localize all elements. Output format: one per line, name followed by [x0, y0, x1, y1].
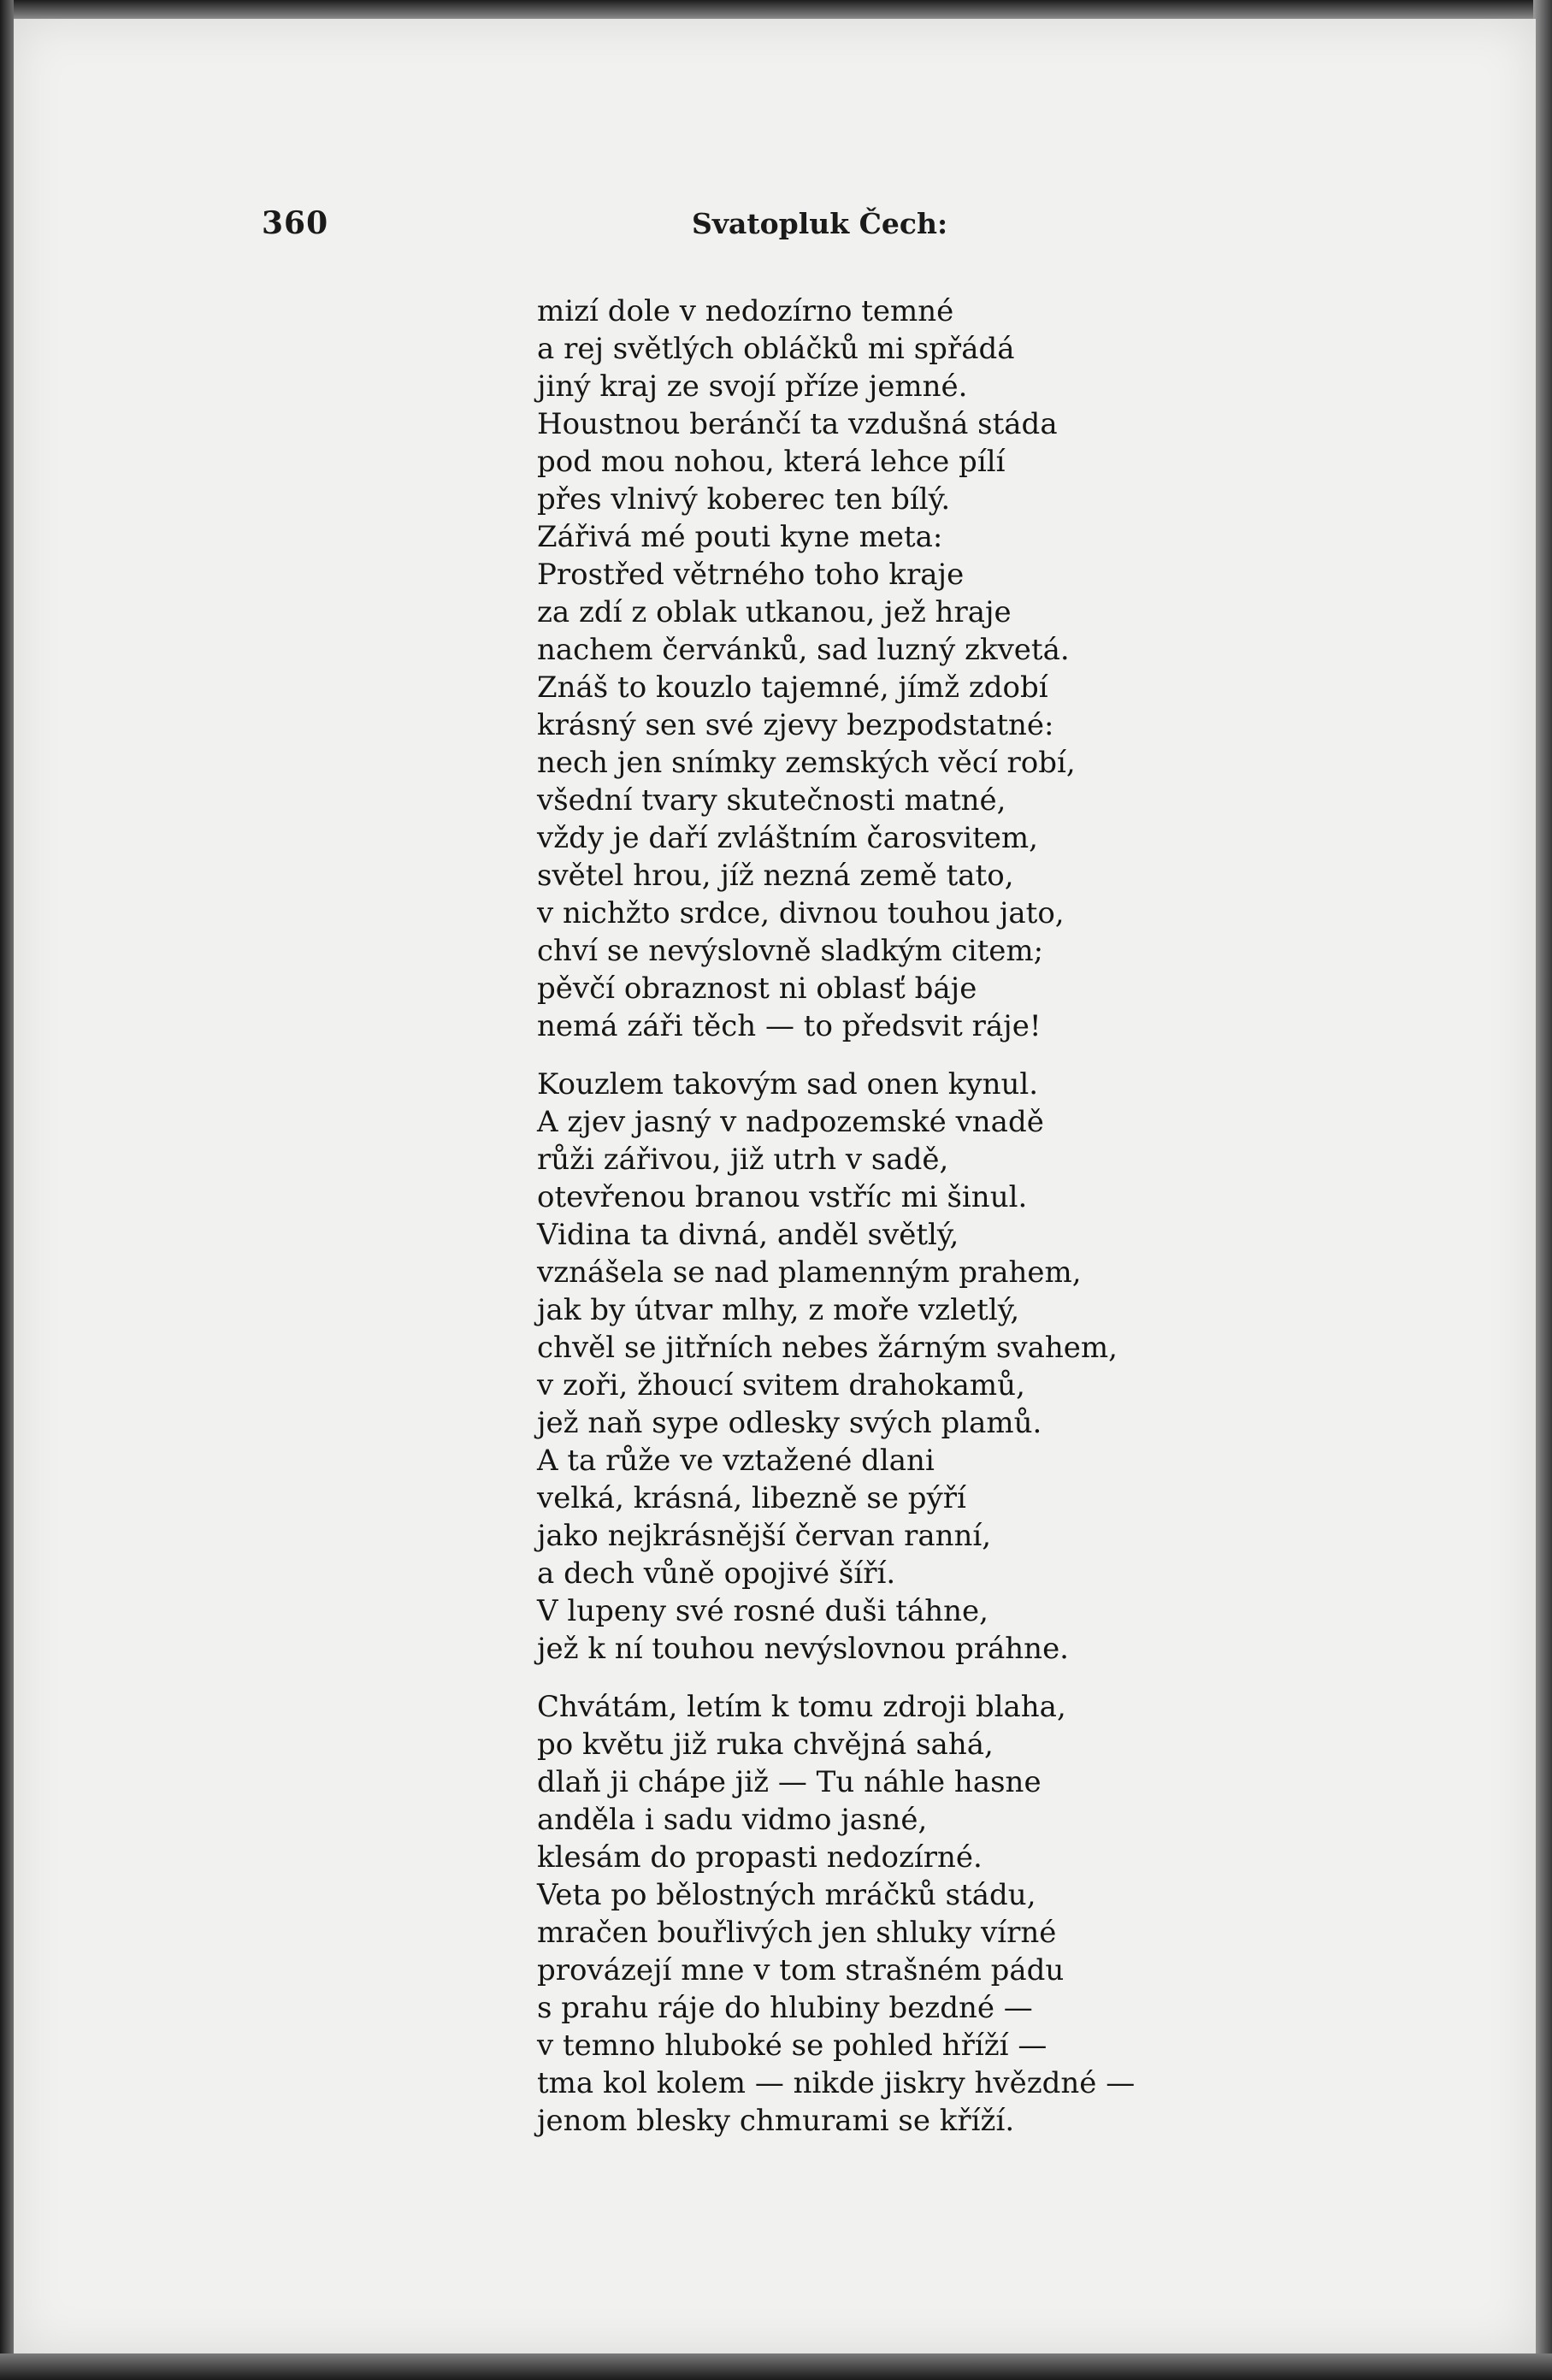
stanza-1 [537, 292, 1478, 1045]
poem-line: pěvčí obraznost ni oblasť báje [537, 971, 977, 1006]
poem-line: Kouzlem takovým sad onen kynul. [537, 1067, 1039, 1101]
poem-line: dlaň ji chápe již — Tu náhle hasne [537, 1765, 1042, 1799]
poem-line: A zjev jasný v nadpozemské vnadě [537, 1105, 1044, 1139]
poem-line: Zářivá mé pouti kyne meta: [537, 520, 943, 554]
poem-line: a dech vůně opojivé šíří. [537, 1556, 896, 1591]
poem-line: Veta po bělostných mráčků stádu, [537, 1878, 1036, 1912]
scan-edge-top [0, 0, 1552, 19]
poem-line: Prostřed větrného toho kraje [537, 558, 965, 592]
poem-line: všední tvary skutečnosti matné, [537, 783, 1006, 818]
poem-line: jenom blesky chmurami se kříží. [537, 2104, 1015, 2138]
poem-line: jiný kraj ze svojí příze jemné. [537, 369, 968, 404]
poem-line: A ta růže ve vztažené dlani [537, 1444, 935, 1478]
poem-line: v temno hluboké se pohled hříží — [537, 2029, 1047, 2063]
poem-line: nech jen snímky zemských věcí robí, [537, 746, 1076, 780]
poem-line: Vidina ta divná, anděl světlý, [537, 1218, 959, 1252]
stanza-2 [537, 1066, 1478, 1668]
poem-line: pod mou nohou, která lehce pílí [537, 445, 1006, 479]
page-number: 360 [262, 205, 329, 241]
poem-line: V lupeny své rosné duši táhne, [537, 1594, 988, 1628]
poem-line: v nichžto srdce, divnou touhou jato, [537, 896, 1065, 930]
poem-line: mračen bouřlivých jen shluky vírné [537, 1916, 1057, 1950]
running-head: Svatopluk Čech: [692, 207, 948, 240]
poem-line: jako nejkrásnější červan ranní, [537, 1519, 992, 1553]
poem-line: provázejí mne v tom strašném pádu [537, 1953, 1065, 1987]
poem-line: vznášela se nad plamenným prahem, [537, 1255, 1082, 1290]
scan-edge-left [0, 0, 14, 2380]
poem-line: nachem červánků, sad luzný zkvetá. [537, 633, 1070, 667]
poem-line: mizí dole v nedozírno temné [537, 294, 954, 328]
page-header [262, 205, 1202, 248]
poem-line: jež naň sype odlesky svých plamů. [537, 1406, 1042, 1440]
poem-line: po květu již ruka chvějná sahá, [537, 1727, 994, 1762]
poem-line: vždy je daří zvláštním čarosvitem, [537, 821, 1038, 855]
poem-line: v zoři, žhoucí svitem drahokamů, [537, 1368, 1025, 1403]
scan-edge-right [1533, 0, 1552, 2380]
poem-line: krásný sen své zjevy bezpodstatné: [537, 708, 1054, 742]
poem-line: jak by útvar mlhy, z moře vzletlý, [537, 1293, 1020, 1327]
poem-line: s prahu ráje do hlubiny bezdné — [537, 1991, 1033, 2025]
poem-line: růži zářivou, již utrh v sadě, [537, 1143, 949, 1177]
poem-line: chvěl se jitřních nebes žárným svahem, [537, 1331, 1118, 1365]
poem-line: a rej světlých obláčků mi spřádá [537, 332, 1015, 366]
poem-line: chví se nevýslovně sladkým citem; [537, 934, 1044, 968]
poem-line: světel hrou, jíž nezná země tato, [537, 859, 1014, 893]
poem-line: Chvátám, letím k tomu zdroji blaha, [537, 1690, 1066, 1724]
poem-line: za zdí z oblak utkanou, jež hraje [537, 595, 1012, 629]
poem-line: Znáš to kouzlo tajemné, jímž zdobí [537, 670, 1048, 705]
poem-line: anděla i sadu vidmo jasné, [537, 1803, 928, 1837]
poem-line: nemá záři těch — to předsvit ráje! [537, 1009, 1042, 1043]
stanza-3 [537, 1688, 1478, 2140]
poem-line: velká, krásná, libezně se pýří [537, 1481, 966, 1515]
poem-body [537, 292, 1478, 2160]
poem-line: přes vlnivý koberec ten bílý. [537, 482, 951, 517]
scan-edge-bottom [0, 2353, 1552, 2380]
poem-line: jež k ní touhou nevýslovnou práhne. [537, 1632, 1069, 1666]
poem-line: klesám do propasti nedozírné. [537, 1840, 983, 1875]
poem-line: otevřenou branou vstříc mi šinul. [537, 1180, 1028, 1214]
poem-line: Houstnou beránčí ta vzdušná stáda [537, 407, 1058, 441]
poem-line: tma kol kolem — nikde jiskry hvězdné — [537, 2066, 1136, 2100]
